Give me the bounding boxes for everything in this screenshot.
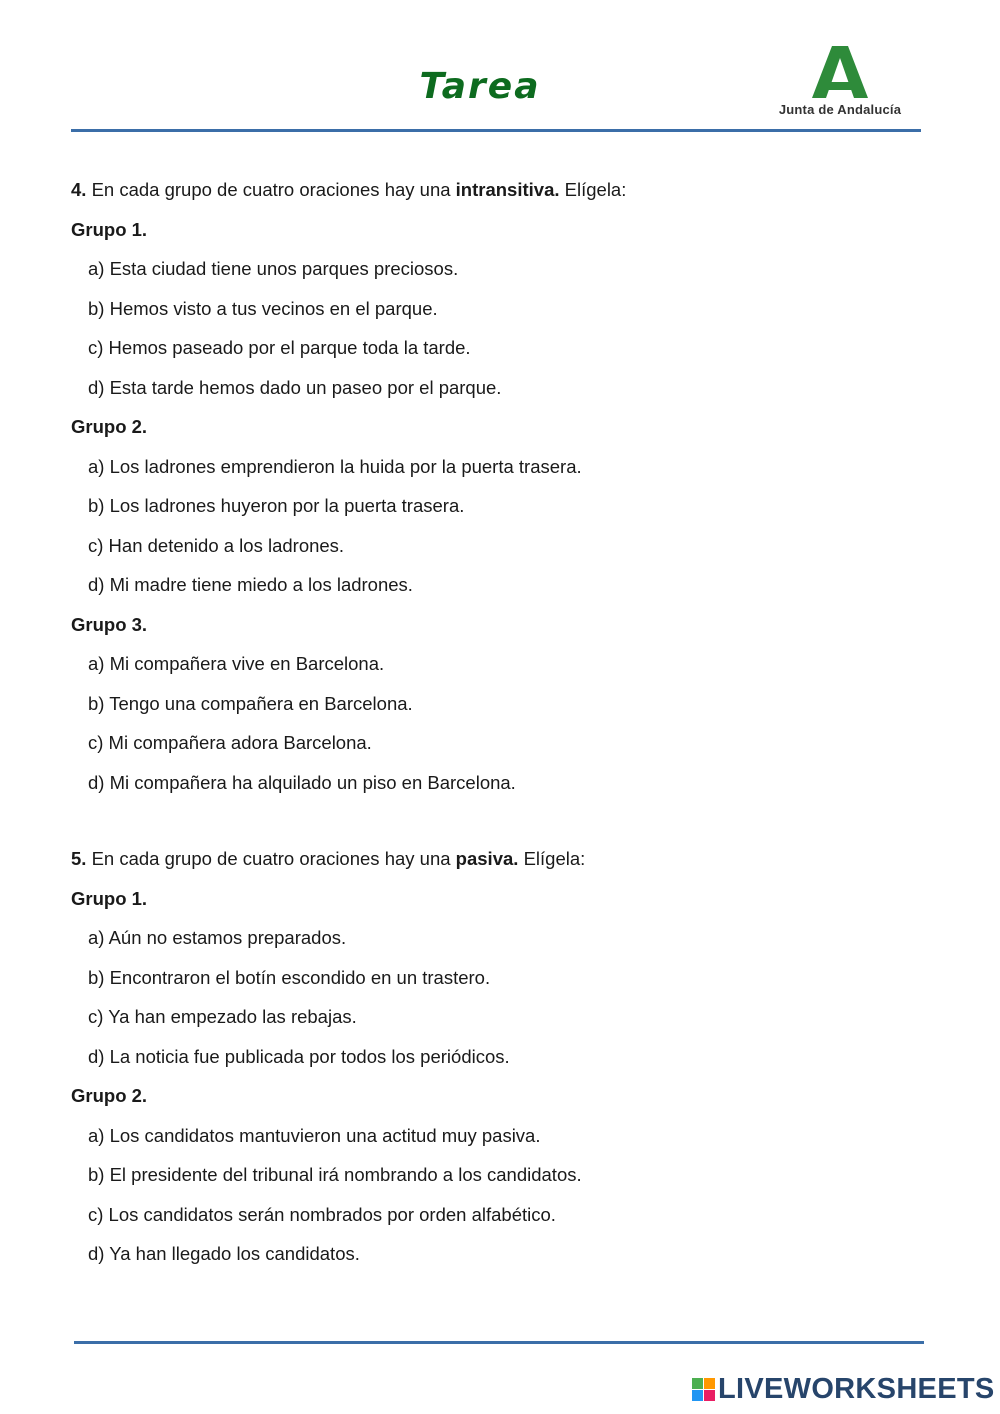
header-divider [71,129,921,132]
logo-square-2 [704,1378,715,1389]
q4-g3-option-d[interactable]: d) Mi compañera ha alquilado un piso en Barcelona. [88,771,516,793]
q4-group-3-title: Grupo 3. [71,613,148,635]
question-4-prompt: 4. En cada grupo de cuatro oraciones hay una intransitiva. Elígela: [71,179,627,200]
q5-g1-option-c[interactable]: c) Ya han empezado las rebajas. [88,1006,357,1027]
q4-g3-option-b[interactable]: b) Tengo una compañera en Barcelona. [88,692,413,714]
footer-divider [74,1341,924,1344]
q4-group-1-title: Grupo 1. [71,218,148,240]
q5-g2-option-b[interactable]: b) El presidente del tribunal irá nombrando a los candidatos. [88,1164,582,1185]
logo-square-3 [692,1390,703,1401]
andalucia-a-icon [810,44,870,100]
logo-text: Junta de Andalucía [778,102,902,117]
liveworksheets-wordmark: LIVEWORKSHEETS [718,1372,995,1405]
q4-g1-option-a[interactable]: a) Esta ciudad tiene unos parques preciosos. [88,258,459,279]
logo-square-1 [692,1378,703,1389]
question-5-prompt: 5. En cada grupo de cuatro oraciones hay una pasiva. Elígela: [71,848,586,869]
q4-g2-option-c[interactable]: c) Han detenido a los ladrones. [88,534,345,556]
q5-g2-option-a[interactable]: a) Los candidatos mantuvieron una actitud muy pasiva. [88,1124,541,1146]
logo-square-4 [704,1390,715,1401]
q4-group-2-title: Grupo 2. [71,416,148,437]
section-spacer [71,802,931,839]
q4-g1-option-d[interactable]: d) Esta tarde hemos dado un paseo por el parque. [88,376,502,398]
q4-g3-option-c[interactable]: c) Mi compañera adora Barcelona. [88,732,372,753]
liveworksheets-logo-icon [692,1378,715,1401]
q4-g1-option-b[interactable]: b) Hemos visto a tus vecinos en el parque. [88,297,438,319]
liveworksheets-brand [692,1372,995,1406]
junta-logo [770,44,910,124]
q4-g2-option-d[interactable]: d) Mi madre tiene miedo a los ladrones. [88,574,413,595]
q5-g1-option-a[interactable]: a) Aún no estamos preparados. [88,927,347,948]
q4-g2-option-a[interactable]: a) Los ladrones emprendieron la huida por la puerta trasera. [88,455,582,477]
q5-g1-option-d[interactable]: d) La noticia fue publicada por todos los periódicos. [88,1045,510,1067]
page-title: Tarea [419,66,541,107]
worksheet-content [71,170,931,1274]
q5-g2-option-d[interactable]: d) Ya han llegado los candidatos. [88,1243,360,1264]
q4-g3-option-a[interactable]: a) Mi compañera vive en Barcelona. [88,653,385,674]
q5-group-2-title: Grupo 2. [71,1085,148,1106]
q5-group-1-title: Grupo 1. [71,887,148,909]
q4-g1-option-c[interactable]: c) Hemos paseado por el parque toda la tarde. [88,337,471,358]
q5-g2-option-c[interactable]: c) Los candidatos serán nombrados por orden alfabético. [88,1203,556,1225]
q4-g2-option-b[interactable]: b) Los ladrones huyeron por la puerta trasera. [88,495,465,516]
q5-g1-option-b[interactable]: b) Encontraron el botín escondido en un trastero. [88,966,491,988]
